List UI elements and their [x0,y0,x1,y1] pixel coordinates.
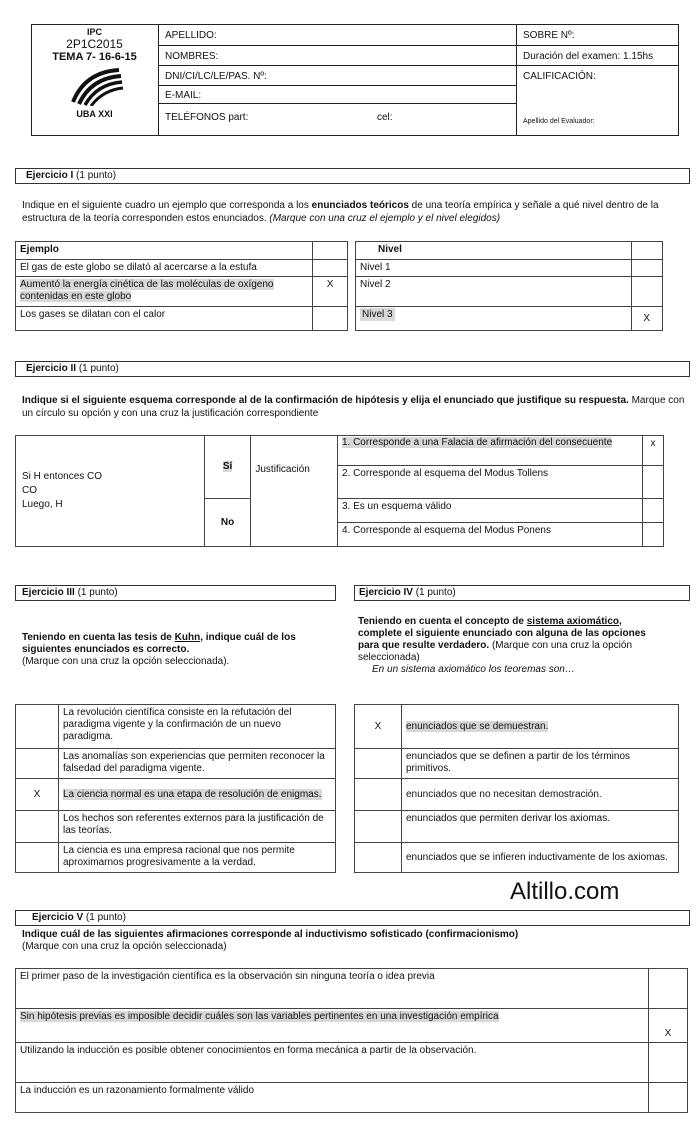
mark-cell[interactable]: X [355,705,402,749]
mark-cell[interactable] [631,260,663,277]
ej2-no-option[interactable]: No [204,499,251,547]
table-row: Utilizando la inducción es posible obtener conocimientos en forma mecánica a partir de la observación. [16,1043,688,1083]
ej2-table [15,435,664,547]
dni-field[interactable]: DNI/CI/LC/LE/PAS. Nº: [159,66,516,86]
mark-cell[interactable]: X [649,1009,688,1043]
ej1-nivel-table [355,241,663,331]
ej4-title-bar: Ejercicio IV (1 punto) [354,585,690,601]
mark-cell[interactable]: x [643,436,664,466]
list-item: 3. Es un esquema válido [337,499,642,523]
exam-code: 2P1C2015 [66,37,123,51]
mark-cell[interactable]: X [16,779,59,811]
ej2-justificacion-label: Justificación [251,436,338,547]
ej5-table [15,968,688,1113]
ej1-ejemplo-table [15,241,348,331]
ej4-instructions: Teniendo en cuenta el concepto de sistema axiomático, complete el siguiente enunciado con alguna de las opciones para que resulte verdadero. (Marque con una cruz la opción seleccionada) En un sistema axiomático los teoremas son… [358,616,646,675]
mark-cell[interactable] [16,811,59,843]
mark-cell[interactable] [16,843,59,873]
mark-cell[interactable]: X [313,277,348,307]
table-row: enunciados que se definen a partir de los términos primitivos. [355,749,679,779]
table-row: La ciencia es una empresa racional que nos permite aproximarnos progresivamente a la verdad. [16,843,336,873]
table-row: enunciados que se infieren inductivamente de los axiomas. [355,843,679,873]
list-item: 4. Corresponde al esquema del Modus Ponens [337,523,642,547]
mark-cell[interactable] [355,779,402,811]
mark-cell[interactable] [355,843,402,873]
uba-logo-text: UBA XXI [76,109,113,119]
ej1-instructions: Indique en el siguiente cuadro un ejemplo que corresponda a los enunciados teóricos de una teoría empírica y señale a qué nivel dentro de la estructura de la teoría corresponden estos enunciados. (Marque con una cruz el ejemplo y el nivel elegidos) [22,200,659,224]
duracion-label: Duración del examen: 1.15hs [517,46,679,66]
table-row: X enunciados que se demuestran. [355,705,679,749]
tema-label: TEMA 7- 16-6-15 [52,51,137,63]
mark-cell[interactable] [649,1043,688,1083]
list-item: 2. Corresponde al esquema del Modus Tollens [337,466,642,499]
mark-cell[interactable] [649,1083,688,1113]
header-id-block [31,24,159,136]
mark-cell[interactable] [355,749,402,779]
apellido-field[interactable]: APELLIDO: [159,24,516,46]
ej2-instructions: Indique si el siguiente esquema corresponde al de la confirmación de hipótesis y elija el enunciado que justifique su respuesta. Marque con un círculo su opción y con una cruz la justificación correspondiente [22,395,685,419]
nombres-field[interactable]: NOMBRES: [159,46,516,66]
ej3-instructions: Teniendo en cuenta las tesis de Kuhn, indique cuál de los siguientes enunciados es correcto. (Marque con una cruz la opción seleccionada). [22,632,296,667]
ej5-instructions: Indique cuál de las siguientes afirmaciones corresponde al inductivismo sofisticado (confirmacionismo) (Marque con una cruz la opción seleccionada) [22,929,519,952]
sobre-field[interactable]: SOBRE Nº: [517,24,679,46]
table-row: enunciados que no necesitan demostración. [355,779,679,811]
email-field[interactable]: E-MAIL: [159,86,516,104]
ej5-title-bar: Ejercicio V (1 punto) [15,910,690,926]
mark-cell[interactable] [643,466,664,499]
mark-cell[interactable] [313,307,348,331]
mark-cell[interactable] [16,749,59,779]
table-row: La inducción es un razonamiento formalmente válido [16,1083,688,1113]
table-row: Nivel 1 [356,260,663,277]
table-row: El gas de este globo se dilató al acercarse a la estufa [16,260,348,277]
table-row: Nivel 3 X [356,307,663,331]
table-row: Aumentó la energía cinética de las moléculas de oxígeno contenidas en este globo X [16,277,348,307]
evaluador-field[interactable]: Apellido del Evaluador: [523,118,595,125]
ej2-si-option[interactable]: Sí [204,436,251,499]
ej3-title-bar: Ejercicio III (1 punto) [15,585,336,601]
table-row: El primer paso de la investigación científica es la observación sin ninguna teoría o idea previa [16,969,688,1009]
telefonos-field[interactable]: TELÉFONOS part: cel: [165,112,393,123]
uba-logo-icon [65,66,125,106]
ej1-col-ejemplo: Ejemplo [16,242,313,260]
mark-cell[interactable] [649,969,688,1009]
mark-cell[interactable]: X [631,307,663,331]
table-row: La revolución científica consiste en la refutación del paradigma vigente y la confirmación de un nuevo paradigma. [16,705,336,749]
ej1-title-bar: Ejercicio I (1 punto) [15,168,690,184]
header-mid [159,24,517,136]
ej2-title-bar: Ejercicio II (1 punto) [15,361,690,377]
mark-cell[interactable] [643,523,664,547]
ej4-table [354,704,679,873]
table-row: Los gases se dilatan con el calor [16,307,348,331]
mark-cell[interactable] [16,705,59,749]
mark-cell[interactable] [313,260,348,277]
watermark: Altillo.com [510,878,620,905]
table-row: Sin hipótesis previas es imposible decidir cuáles son las variables pertinentes en una investigación empírica X [16,1009,688,1043]
calificacion-field[interactable]: CALIFICACIÓN: [523,71,596,82]
list-item: 1. Corresponde a una Falacia de afirmación del consecuente [337,436,642,466]
table-row: Las anomalías son experiencias que permiten reconocer la falsedad del paradigma vigente. [16,749,336,779]
mark-cell[interactable] [631,277,663,307]
ej2-scheme: Si H entonces CO CO Luego, H [16,436,205,547]
header-right [517,24,679,136]
table-row: enunciados que permiten derivar los axiomas. [355,811,679,843]
ej3-table [15,704,336,873]
cel-label: cel: [377,112,393,123]
mark-cell[interactable] [355,811,402,843]
table-row: X La ciencia normal es una etapa de resolución de enigmas. [16,779,336,811]
ipc-label: IPC [86,27,102,37]
mark-cell[interactable] [643,499,664,523]
ej1-col-nivel: Nivel [356,242,632,260]
table-row: Los hechos son referentes externos para la justificación de las teorías. [16,811,336,843]
table-row: Nivel 2 [356,277,663,307]
